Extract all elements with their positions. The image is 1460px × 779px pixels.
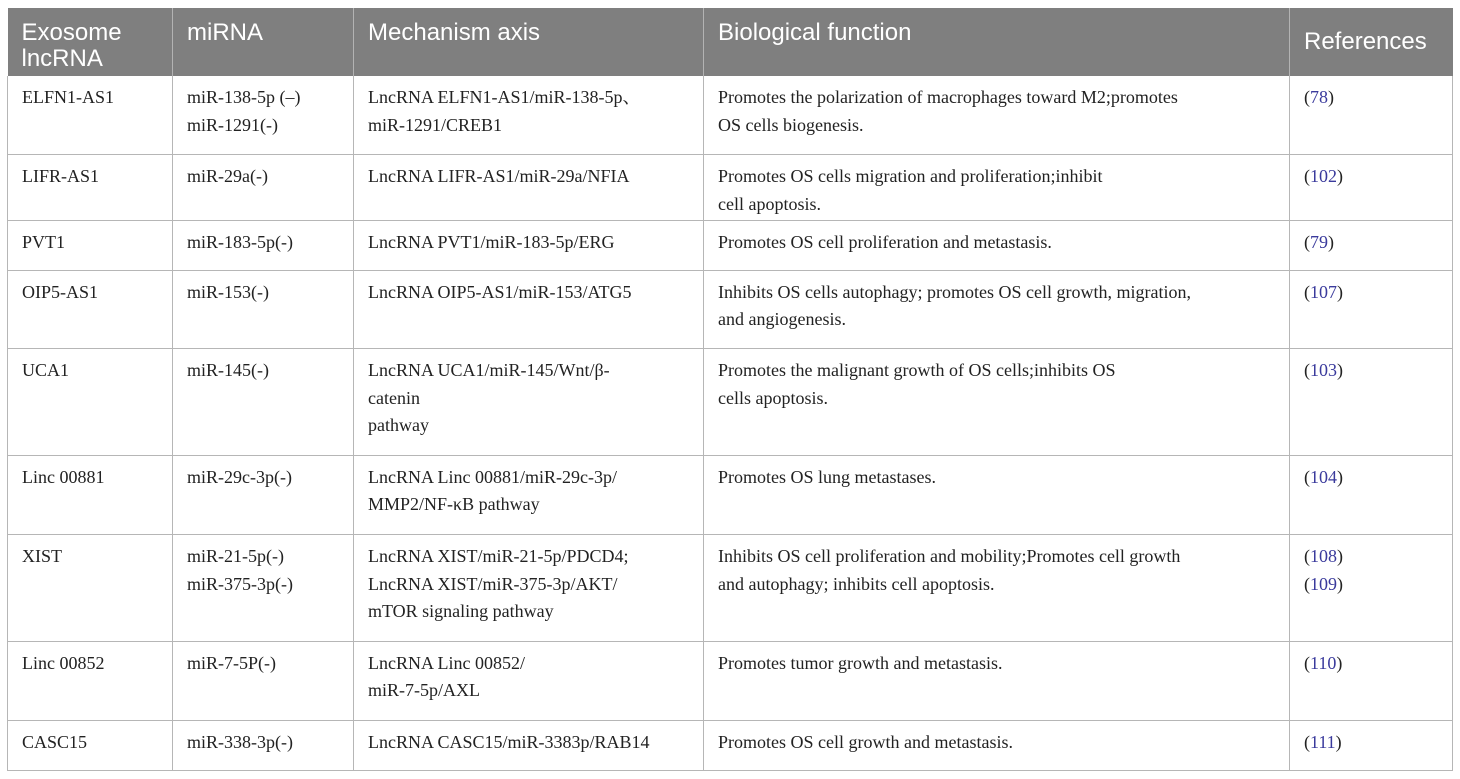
table-row (8, 76, 1453, 155)
reference-link[interactable]: 79 (1310, 232, 1328, 253)
cell-exosome-lncrna: LIFR-AS1 (8, 155, 173, 221)
reference-line (1304, 279, 1438, 307)
cell-mechanism-axis: LncRNA Linc 00881/miR-29c-3p/ MMP2/NF-κB pathway (354, 455, 704, 535)
cell-biological-function: Inhibits OS cells autophagy; promotes OS cell growth, migration, and angiogenesis. (704, 270, 1290, 349)
reference-close-paren: ) (1336, 652, 1343, 673)
reference-open-paren: ( (1304, 360, 1310, 381)
reference-open-paren: ( (1304, 573, 1310, 594)
table-row (8, 270, 1453, 349)
cell-mirna: miR-145(-) (173, 349, 354, 455)
cell-mechanism-axis: LncRNA CASC15/miR-3383p/RAB14 (354, 721, 704, 771)
reference-line (1304, 543, 1438, 571)
reference-close-paren: ) (1335, 732, 1342, 753)
cell-exosome-lncrna: Linc 00881 (8, 455, 173, 535)
reference-link[interactable]: 78 (1310, 87, 1328, 107)
cell-references (1290, 535, 1453, 641)
cell-mechanism-axis: LncRNA Linc 00852/ miR-7-5p/AXL (354, 641, 704, 721)
reference-link[interactable]: 109 (1310, 573, 1337, 594)
table-row (8, 641, 1453, 721)
cell-exosome-lncrna: OIP5-AS1 (8, 270, 173, 349)
reference-close-paren: ) (1337, 466, 1343, 487)
table-body (8, 76, 1453, 771)
cell-mechanism-axis: LncRNA XIST/miR-21-5p/PDCD4; LncRNA XIST/miR-375-3p/AKT/ mTOR signaling pathway (354, 535, 704, 641)
reference-close-paren: ) (1337, 360, 1343, 381)
cell-references (1290, 721, 1453, 771)
reference-open-paren: ( (1304, 232, 1310, 253)
cell-exosome-lncrna: UCA1 (8, 349, 173, 455)
reference-line (1304, 163, 1438, 191)
reference-open-paren: ( (1304, 652, 1310, 673)
table-row (8, 721, 1453, 771)
table-row (8, 349, 1453, 455)
cell-biological-function: Promotes OS cell growth and metastasis. (704, 721, 1290, 771)
reference-close-paren: ) (1337, 573, 1343, 594)
table-row (8, 535, 1453, 641)
reference-open-paren: ( (1304, 166, 1310, 187)
cell-mechanism-axis: LncRNA ELFN1-AS1/miR-138-5p、 miR-1291/CREB1 (354, 76, 704, 155)
cell-exosome-lncrna: ELFN1-AS1 (8, 76, 173, 155)
reference-open-paren: ( (1304, 466, 1310, 487)
cell-references (1290, 455, 1453, 535)
cell-exosome-lncrna: PVT1 (8, 221, 173, 271)
cell-mechanism-axis: LncRNA OIP5-AS1/miR-153/ATG5 (354, 270, 704, 349)
reference-line (1304, 571, 1438, 599)
exosome-lncrna-table (7, 8, 1453, 771)
reference-open-paren: ( (1304, 87, 1310, 107)
cell-biological-function: Promotes tumor growth and metastasis. (704, 641, 1290, 721)
table-row (8, 455, 1453, 535)
cell-references (1290, 76, 1453, 155)
reference-link[interactable]: 111 (1310, 732, 1336, 753)
cell-mirna: miR-29a(-) (173, 155, 354, 221)
reference-close-paren: ) (1328, 232, 1334, 253)
cell-exosome-lncrna: Linc 00852 (8, 641, 173, 721)
cell-mirna: miR-338-3p(-) (173, 721, 354, 771)
reference-line (1304, 357, 1438, 385)
reference-close-paren: ) (1337, 281, 1343, 302)
header-mechanism-axis: Mechanism axis (354, 8, 704, 76)
reference-close-paren: ) (1337, 166, 1343, 187)
reference-line (1304, 464, 1438, 492)
reference-close-paren: ) (1328, 87, 1334, 107)
reference-close-paren: ) (1337, 546, 1343, 567)
table-row (8, 155, 1453, 221)
header-biological-function: Biological function (704, 8, 1290, 76)
cell-mirna: miR-153(-) (173, 270, 354, 349)
cell-biological-function: Promotes the malignant growth of OS cells;inhibits OS cells apoptosis. (704, 349, 1290, 455)
cell-mechanism-axis: LncRNA LIFR-AS1/miR-29a/NFIA (354, 155, 704, 221)
reference-link[interactable]: 104 (1310, 466, 1337, 487)
cell-mirna: miR-183-5p(-) (173, 221, 354, 271)
reference-line (1304, 650, 1438, 678)
cell-mechanism-axis: LncRNA PVT1/miR-183-5p/ERG (354, 221, 704, 271)
reference-open-paren: ( (1304, 281, 1310, 302)
reference-link[interactable]: 107 (1310, 281, 1337, 302)
reference-link[interactable]: 108 (1310, 546, 1337, 567)
reference-line (1304, 229, 1438, 257)
cell-references (1290, 349, 1453, 455)
cell-mirna: miR-29c-3p(-) (173, 455, 354, 535)
table-row (8, 221, 1453, 271)
header-references: References (1290, 8, 1453, 76)
header-mirna: miRNA (173, 8, 354, 76)
reference-link[interactable]: 110 (1310, 652, 1337, 673)
cell-mirna: miR-138-5p (–) miR-1291(-) (173, 76, 354, 155)
cell-exosome-lncrna: XIST (8, 535, 173, 641)
reference-open-paren: ( (1304, 546, 1310, 567)
reference-link[interactable]: 103 (1310, 360, 1337, 381)
cell-biological-function: Promotes OS cell proliferation and metastasis. (704, 221, 1290, 271)
cell-mirna: miR-21-5p(-) miR-375-3p(-) (173, 535, 354, 641)
cell-references (1290, 221, 1453, 271)
cell-biological-function: Promotes OS lung metastases. (704, 455, 1290, 535)
reference-open-paren: ( (1304, 732, 1310, 753)
reference-link[interactable]: 102 (1310, 166, 1337, 187)
cell-biological-function: Promotes the polarization of macrophages toward M2;promotes OS cells biogenesis. (704, 76, 1290, 155)
cell-references (1290, 155, 1453, 221)
cell-biological-function: Promotes OS cells migration and proliferation;inhibit cell apoptosis. (704, 155, 1290, 221)
cell-mirna: miR-7-5P(-) (173, 641, 354, 721)
reference-line (1304, 729, 1438, 757)
cell-references (1290, 270, 1453, 349)
cell-mechanism-axis: LncRNA UCA1/miR-145/Wnt/β- catenin pathway (354, 349, 704, 455)
reference-line (1304, 84, 1438, 112)
cell-references (1290, 641, 1453, 721)
cell-exosome-lncrna: CASC15 (8, 721, 173, 771)
header-exosome-lncrna: Exosome lncRNA (8, 8, 173, 76)
table-header (8, 8, 1453, 76)
cell-biological-function: Inhibits OS cell proliferation and mobility;Promotes cell growth and autophagy; inhibits cell apoptosis. (704, 535, 1290, 641)
